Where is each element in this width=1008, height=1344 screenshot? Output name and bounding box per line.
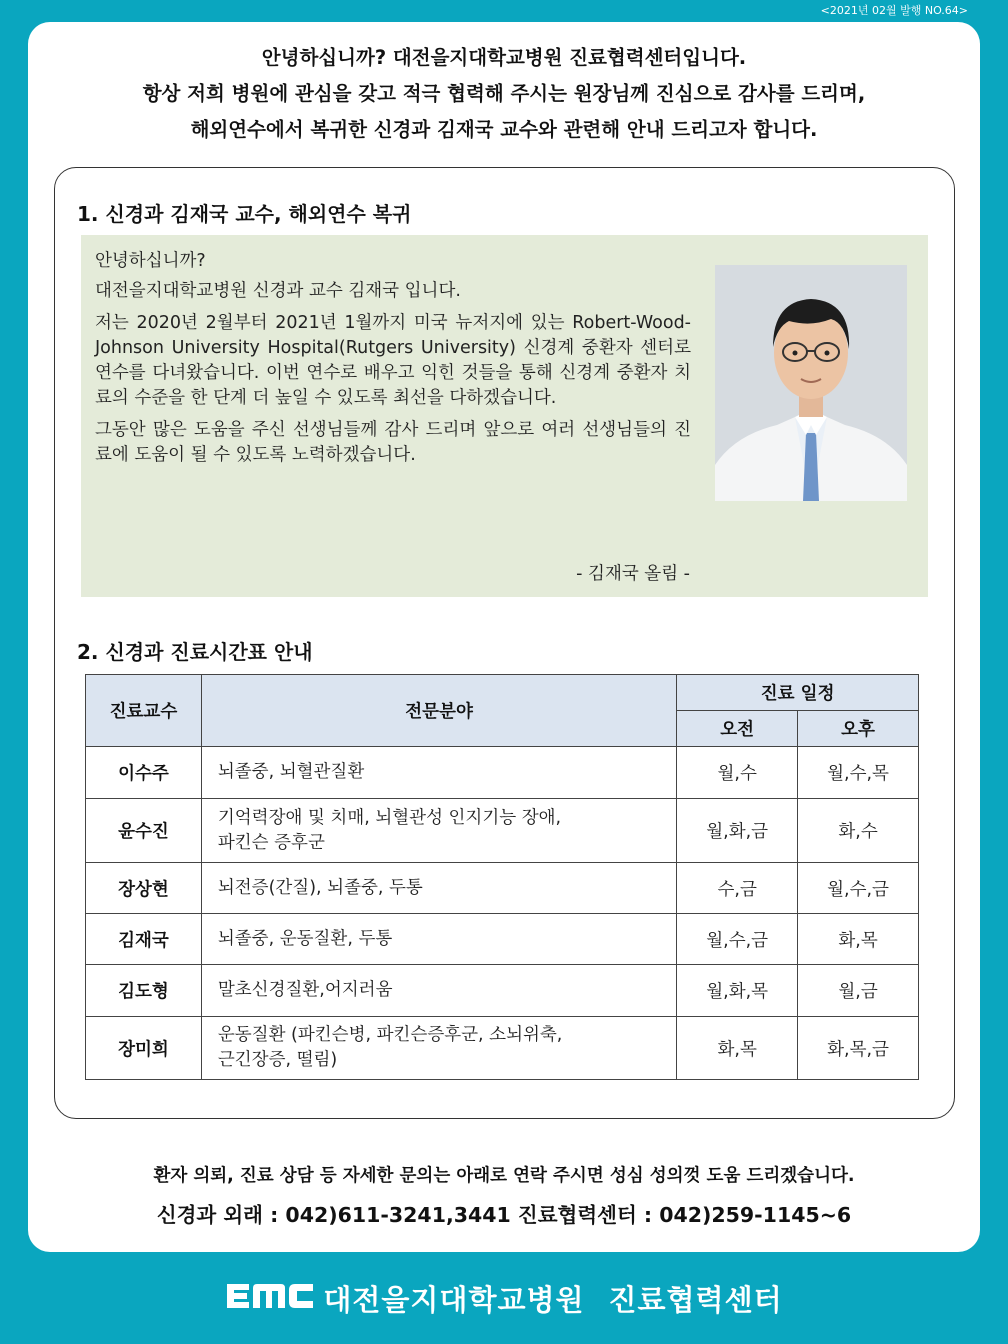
header-professor: 진료교수: [86, 675, 202, 747]
professor-name: 장미희: [86, 1017, 202, 1080]
specialty-cell: [201, 914, 676, 965]
section-2-title: 2. 신경과 진료시간표 안내: [77, 640, 313, 664]
pm-schedule: 화,목: [798, 914, 919, 965]
specialty-line: 운동질환 (파킨슨병, 파킨슨증후군, 소뇌위축,: [217, 1025, 563, 1045]
hospital-logo: [0, 1276, 1008, 1320]
specialty-line: 근긴장증, 떨림): [217, 1050, 338, 1070]
professor-name: 김도형: [86, 965, 202, 1017]
am-schedule: 수,금: [677, 863, 798, 914]
letter-paragraph-2: 대전을지대학교병원 신경과 교수 김재국 입니다.: [95, 281, 461, 301]
content-box: [54, 167, 955, 1119]
newsletter-card: [28, 22, 980, 1252]
header-am: 오전: [677, 711, 798, 747]
professor-photo: [715, 265, 907, 501]
letter-paragraph-3: 저는 2020년 2월부터 2021년 1월까지 미국 뉴저지에 있는 Robert-Wood-Johnson University Hospital(Rutgers University) 신경계 중환자 센터로 연수를 다녀왔습니다. 이번 연수로 배우고 익힌 것들을 통해 신경계 중환자 치료의 수준을 한 단계 더 높일 수 있도록 최선을 다하겠습니다.: [95, 313, 691, 408]
specialty-cell: [201, 747, 676, 799]
pm-schedule: 월,수,금: [798, 863, 919, 914]
greeting: [28, 40, 980, 148]
professor-name: 이수주: [86, 747, 202, 799]
letter-signature: - 김재국 올림 -: [576, 564, 690, 584]
hospital-name: 대전을지대학교병원: [323, 1282, 585, 1317]
table-row: [86, 965, 919, 1017]
pm-schedule: 화,목,금: [798, 1017, 919, 1080]
center-name: 진료협력센터: [608, 1282, 783, 1317]
letter-paragraph-1: 안녕하십니까?: [95, 251, 206, 271]
contact-note: 환자 의뢰, 진료 상담 등 자세한 문의는 아래로 연락 주시면 성심 성의껏 도움 드리겠습니다.: [153, 1166, 855, 1186]
table-row: [86, 1017, 919, 1080]
specialty-line: 파킨슨 증후군: [217, 832, 325, 853]
specialty-cell: [201, 1017, 676, 1080]
letter-box: [81, 235, 928, 597]
specialty-line: 말초신경질환,어지러움: [217, 980, 393, 1000]
am-schedule: 월,수,금: [677, 914, 798, 965]
letter-paragraph-4: 그동안 많은 도움을 주신 선생님들께 감사 드리며 앞으로 여러 선생님들의 진료에 도움이 될 수 있도록 노력하겠습니다.: [95, 420, 691, 465]
greeting-line-1: 안녕하십니까? 대전을지대학교병원 진료협력센터입니다.: [261, 46, 747, 69]
greeting-line-2: 항상 저희 병원에 관심을 갖고 적극 협력해 주시는 원장님께 진심으로 감사를 드리며,: [142, 82, 866, 105]
pm-schedule: 화,수: [798, 799, 919, 863]
contact-phones: 신경과 외래 : 042)611-3241,3441 진료협력센터 : 042)259-1145~6: [156, 1203, 852, 1227]
emc-logo-icon: [225, 1280, 315, 1316]
header-pm: 오후: [798, 711, 919, 747]
specialty-line: 기억력장애 및 치매, 뇌혈관성 인지기능 장애,: [217, 807, 562, 828]
header-specialty: 전문분야: [201, 675, 676, 747]
specialty-line: 뇌전증(간질), 뇌졸중, 두통: [217, 877, 423, 898]
pm-schedule: 월,수,목: [798, 747, 919, 799]
specialty-cell: [201, 965, 676, 1017]
specialty-cell: [201, 799, 676, 863]
specialty-line: 뇌졸중, 뇌혈관질환: [217, 762, 365, 782]
specialty-cell: [201, 863, 676, 914]
letter-text: [95, 249, 691, 475]
professor-name: 김재국: [86, 914, 202, 965]
greeting-line-3: 해외연수에서 복귀한 신경과 김재국 교수와 관련해 안내 드리고자 합니다.: [190, 118, 818, 141]
am-schedule: 월,수: [677, 747, 798, 799]
professor-name: 윤수진: [86, 799, 202, 863]
issue-note: <2021년 02월 발행 NO.64>: [820, 4, 968, 17]
header-schedule: 진료 일정: [677, 675, 919, 711]
section-1-title: 1. 신경과 김재국 교수, 해외연수 복귀: [77, 202, 412, 226]
table-row: [86, 863, 919, 914]
table-row: [86, 747, 919, 799]
table-row: [86, 914, 919, 965]
schedule-table: [85, 674, 919, 1080]
am-schedule: 월,화,목: [677, 965, 798, 1017]
pm-schedule: 월,금: [798, 965, 919, 1017]
contact-footer: [28, 1162, 980, 1228]
professor-portrait-image: [715, 265, 907, 501]
am-schedule: 월,화,금: [677, 799, 798, 863]
professor-name: 장상현: [86, 863, 202, 914]
table-row: [86, 799, 919, 863]
specialty-line: 뇌졸중, 운동질환, 두통: [217, 928, 393, 949]
am-schedule: 화,목: [677, 1017, 798, 1080]
